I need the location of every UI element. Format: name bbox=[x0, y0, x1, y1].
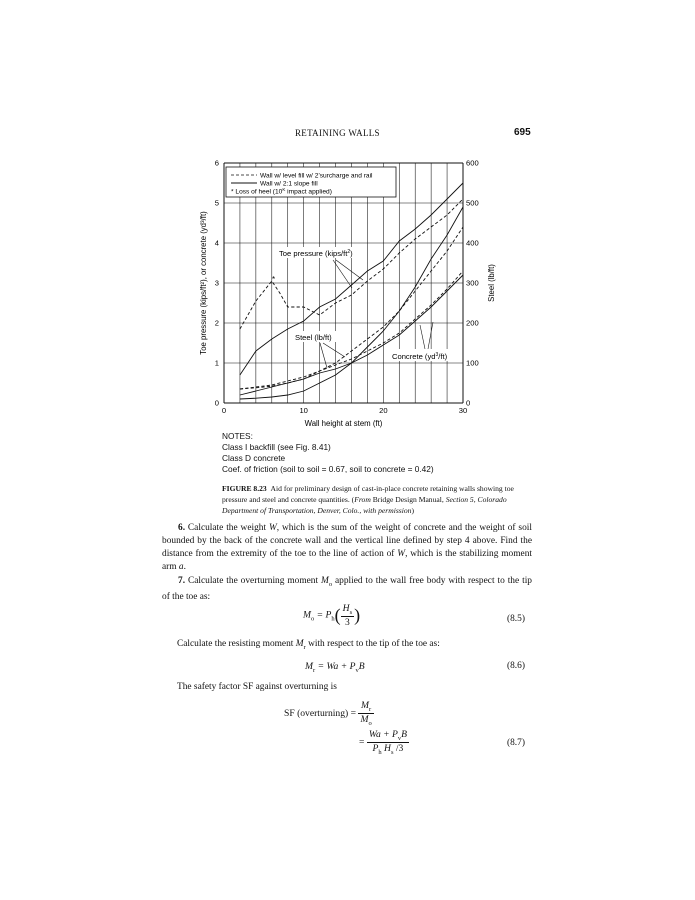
y-left-tick-label: 5 bbox=[214, 198, 219, 208]
y-left-tick-label: 6 bbox=[214, 158, 219, 168]
caption-source-rest: Section 5, Colorado Department of Transportation, Denver, Colo., with permission bbox=[222, 495, 507, 515]
x-tick-label: 20 bbox=[379, 406, 388, 415]
paragraph-step-7: 7. Calculate the overturning moment $M_o$ applied to the wall free body with respect to the tip of the toe as: bbox=[162, 576, 532, 602]
equation-number-8-6: (8.6) bbox=[507, 661, 525, 671]
paragraph-safety: The safety factor SF against overturning is bbox=[177, 682, 337, 692]
toe-leader-1 bbox=[333, 260, 352, 288]
y-left-tick-label: 4 bbox=[214, 238, 219, 248]
paragraph-step-6: 6. Calculate the weight W, which is the sum of the weight of concrete and the weight of soil bounded by the back of the concrete wall and the vertical line defined by step 4 above. Find the distance from the extremity of the toe to the line of action of W, which is the stabilizing moment arm a. bbox=[162, 523, 532, 572]
notes-line-3: Coef. of friction (soil to soil = 0.67, soil to concrete = 0.42) bbox=[222, 464, 434, 474]
step-6-number: 6. bbox=[178, 523, 186, 533]
legend-star-label: * Loss of heel ($10^K$ impact applied) bbox=[231, 187, 332, 196]
caption-source-manual: Bridge Design Manual, bbox=[370, 495, 446, 504]
equation-8-7-line-1: SF (overturning) = $\frac{M_r}{M_o}$ bbox=[284, 700, 372, 727]
y-right-tick-label: 500 bbox=[466, 198, 479, 208]
page-number: 695 bbox=[514, 127, 531, 138]
y-right-tick-label: 0 bbox=[466, 398, 471, 408]
y-right-tick-label: 600 bbox=[466, 158, 479, 168]
y-right-tick-label: 300 bbox=[466, 278, 479, 288]
notes-line-1: Class I backfill (see Fig. 8.41) bbox=[222, 442, 331, 452]
y-left-tick-label: 1 bbox=[214, 358, 219, 368]
toe-pressure-label: Toe pressure $(kips/ft^2)$ bbox=[279, 249, 353, 258]
caption-label: FIGURE 8.23 bbox=[222, 484, 267, 493]
x-tick-label: 30 bbox=[458, 406, 468, 415]
concrete-leader-1 bbox=[420, 325, 425, 349]
steel-leader-1 bbox=[320, 343, 327, 368]
concrete-label: Concrete $(yd^3/ft)$ bbox=[392, 352, 448, 361]
caption-source-from: From bbox=[354, 495, 371, 504]
notes-line-2: Class D concrete bbox=[222, 453, 286, 463]
step-7-number: 7. bbox=[178, 576, 186, 586]
legend bbox=[226, 167, 396, 197]
concrete-leader-2 bbox=[428, 322, 433, 349]
y-left-tick-label: 2 bbox=[214, 318, 219, 328]
y-right-tick-label: 200 bbox=[466, 318, 479, 328]
figure-notes bbox=[222, 431, 434, 475]
steel-label: Steel (lb/ft) bbox=[295, 333, 332, 342]
equation-number-8-5: (8.5) bbox=[507, 614, 525, 624]
paragraph-resisting: Calculate the resisting moment $M_r$ with respect to the tip of the toe as: bbox=[177, 639, 440, 651]
legend-solid-label: Wall w/ 2:1 slope fill bbox=[260, 180, 318, 188]
x-axis-label: Wall height at stem (ft) bbox=[304, 419, 383, 428]
star-marker: * bbox=[272, 275, 276, 284]
caption-text: Aid for preliminary design of cast-in-place concrete retaining walls showing toe pressure and steel and concrete quantities. ( bbox=[222, 484, 514, 504]
notes-title: NOTES: bbox=[222, 431, 253, 441]
equation-8-5: $M_o = P_h$( $\frac{H_s}{3}$ ) bbox=[303, 603, 361, 628]
steel-leader-2 bbox=[323, 343, 345, 357]
y-left-axis-label: Toe pressure (kips/ft²), or concrete (yd³/ft) bbox=[199, 211, 208, 355]
x-tick-label: 0 bbox=[221, 406, 227, 415]
running-title: RETAINING WALLS bbox=[295, 128, 380, 138]
equation-number-8-7: (8.7) bbox=[507, 738, 525, 748]
y-right-axis-label: Steel (lb/ft) bbox=[487, 264, 496, 302]
annotations bbox=[272, 247, 460, 368]
equation-8-6: $M_r = Wa + P_vB$ bbox=[305, 661, 365, 674]
axes bbox=[199, 159, 496, 429]
grid bbox=[224, 163, 463, 403]
y-left-tick-label: 0 bbox=[214, 398, 219, 408]
y-right-tick-label: 100 bbox=[466, 358, 479, 368]
x-tick-label: 10 bbox=[299, 406, 308, 415]
y-left-tick-label: 3 bbox=[214, 278, 219, 288]
figure-caption: FIGURE 8.23 Aid for preliminary design of cast-in-place concrete retaining walls showing toe pressure and steel and concrete quantities. (From Bridge Design Manual, Section 5, Colorado Department of Transportation, Denver, Colo., with permission) bbox=[222, 484, 514, 515]
legend-dashed-label: Wall w/ level fill w/ 2’surcharge and rail bbox=[260, 172, 373, 180]
equation-8-7-line-2: = $\frac{Wa + P_vB}{P_h H_s /3}$ bbox=[359, 729, 407, 756]
y-right-tick-label: 400 bbox=[466, 238, 479, 248]
